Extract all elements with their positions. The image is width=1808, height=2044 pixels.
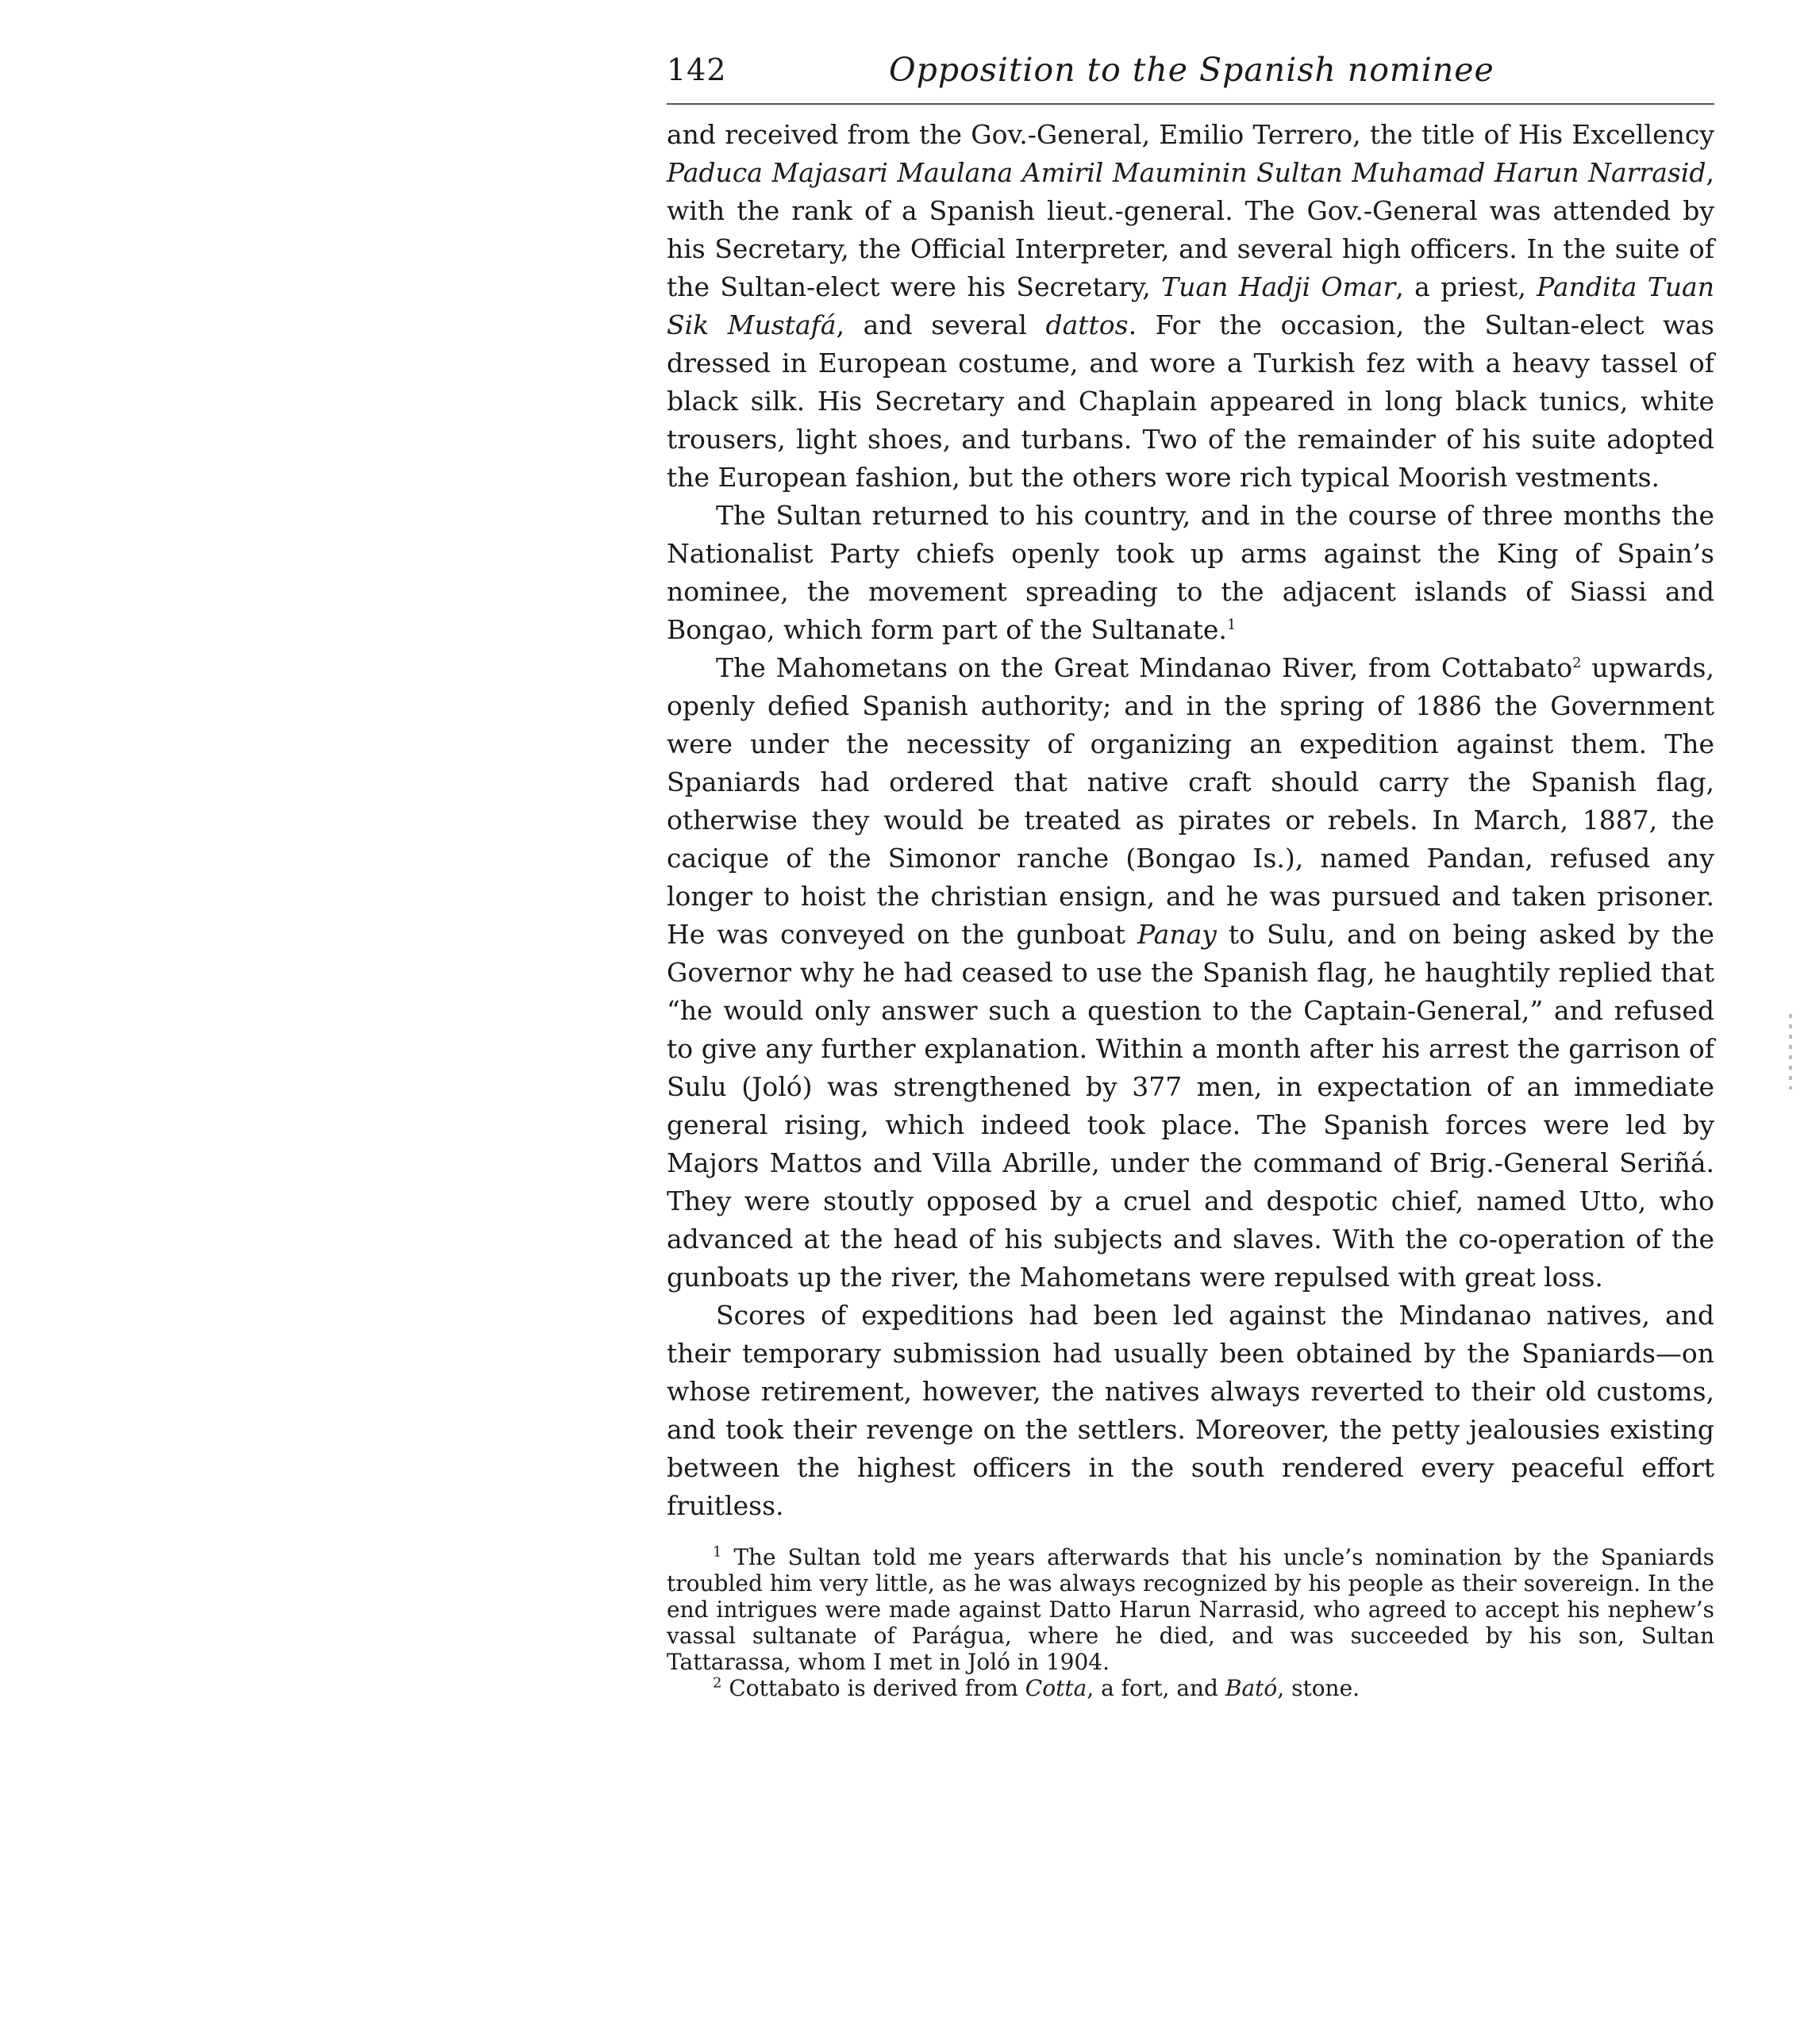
- italic-text: Bató: [1225, 1675, 1278, 1701]
- running-head: [667, 48, 1714, 105]
- text-run: , a priest,: [1395, 271, 1537, 302]
- text-run: , stone.: [1277, 1675, 1360, 1701]
- italic-text: Paduca Majasari Maulana Amiril Mauminin Sultan Muhamad Harun Narrasid: [667, 157, 1706, 188]
- running-title: Opposition to the Spanish nominee: [889, 51, 1494, 89]
- text-run: The Sultan returned to his country, and in the course of three months the Nationalist Party chiefs openly took up arms against the King of Spain’s nominee, the movement spreading to the adjacent islands of Siassi and Bongao, which form part of the Sultanate.: [667, 500, 1714, 645]
- italic-text: Pandita Tuan Sik Mustafá: [667, 271, 1714, 340]
- footnotes: [667, 1544, 1714, 1701]
- paragraph: [667, 116, 1714, 497]
- body-text: [667, 116, 1714, 1525]
- italic-text: Tuan Hadji Omar: [1161, 271, 1396, 302]
- footnote: [667, 1675, 1714, 1701]
- paragraph: [667, 497, 1714, 649]
- paragraph: [667, 1297, 1714, 1525]
- book-page: [667, 48, 1714, 1701]
- margin-scan-marks: [1789, 1014, 1792, 1089]
- text-run: , and several: [836, 309, 1046, 340]
- text-run: Cottabato is derived from: [721, 1675, 1025, 1701]
- paragraph: [667, 649, 1714, 1297]
- text-run: . For the occasion, the Sultan-elect was dressed in European costume, and wore a Turkish fez with a heavy tassel of black silk. His Secretary and Chaplain appeared in long black tunics, white trousers, light shoes, and turbans. Two of the remainder of his suite adopted the European fashion, but the others wore rich typical Moorish vestments.: [667, 309, 1714, 493]
- footnote: [667, 1544, 1714, 1675]
- text-run: to Sulu, and on being asked by the Governor why he had ceased to use the Spanish flag, he haughtily replied that “he would only answer such a question to the Captain-General,” and refused to give any further explanation. Within a month after his arrest the garrison of Sulu (Joló) was strengthened by 377 men, in expectation of an immediate general rising, which indeed took place. The Spanish forces were led by Majors Mattos and Villa Abrille, under the command of Brig.-General Seriñá. They were stoutly opposed by a cruel and despotic chief, named Utto, who advanced at the head of his subjects and slaves. With the co-operation of the gunboats up the river, the Mahometans were repulsed with great loss.: [667, 919, 1714, 1293]
- text-run: , with the rank of a Spanish lieut.-general. The Gov.-General was attended by his Secretary, the Official Interpreter, and several high officers. In the suite of the Sultan-elect were his Secretary,: [667, 157, 1714, 302]
- italic-text: Cotta: [1025, 1675, 1087, 1701]
- footnote-marker: 1: [713, 1543, 722, 1561]
- text-run: upwards, openly defied Spanish authority; and in the spring of 1886 the Government were under the necessity of organizing an expedition against them. The Spaniards had ordered that native craft should carry the Spanish flag, otherwise they would be treated as pirates or rebels. In March, 1887, the cacique of the Simonor ranche (Bongao Is.), named Pandan, refused any longer to hoist the christian ensign, and he was pursued and taken prisoner. He was conveyed on the gunboat: [667, 652, 1714, 950]
- text-run: and received from the Gov.-General, Emilio Terrero, the title of His Excellency: [667, 119, 1714, 150]
- page-number: 142: [667, 52, 727, 87]
- text-run: Scores of expeditions had been led against the Mindanao natives, and their temporary submission had usually been obtained by the Spaniards—on whose retirement, however, the natives always reverted to their old customs, and took their revenge on the settlers. Moreover, the petty jealousies existing between the highest officers in the south rendered every peaceful effort fruitless.: [667, 1300, 1714, 1521]
- italic-text: Panay: [1137, 919, 1217, 950]
- text-run: The Mahometans on the Great Mindanao River, from Cottabato: [716, 652, 1573, 683]
- footnote-marker: 2: [1572, 655, 1582, 671]
- footnote-marker: 2: [713, 1674, 722, 1692]
- text-run: The Sultan told me years afterwards that his uncle’s nomination by the Spaniards troubled him very little, as he was always recognized by his people as their sovereign. In the end intrigues were made against Datto Harun Narrasid, who agreed to accept his nephew’s vassal sultanate of Parágua, where he died, and was succeeded by his son, Sultan Tattarassa, whom I met in Joló in 1904.: [667, 1544, 1714, 1675]
- footnote-marker: 1: [1226, 617, 1237, 633]
- text-run: , a fort, and: [1087, 1675, 1225, 1701]
- italic-text: dattos: [1045, 309, 1129, 340]
